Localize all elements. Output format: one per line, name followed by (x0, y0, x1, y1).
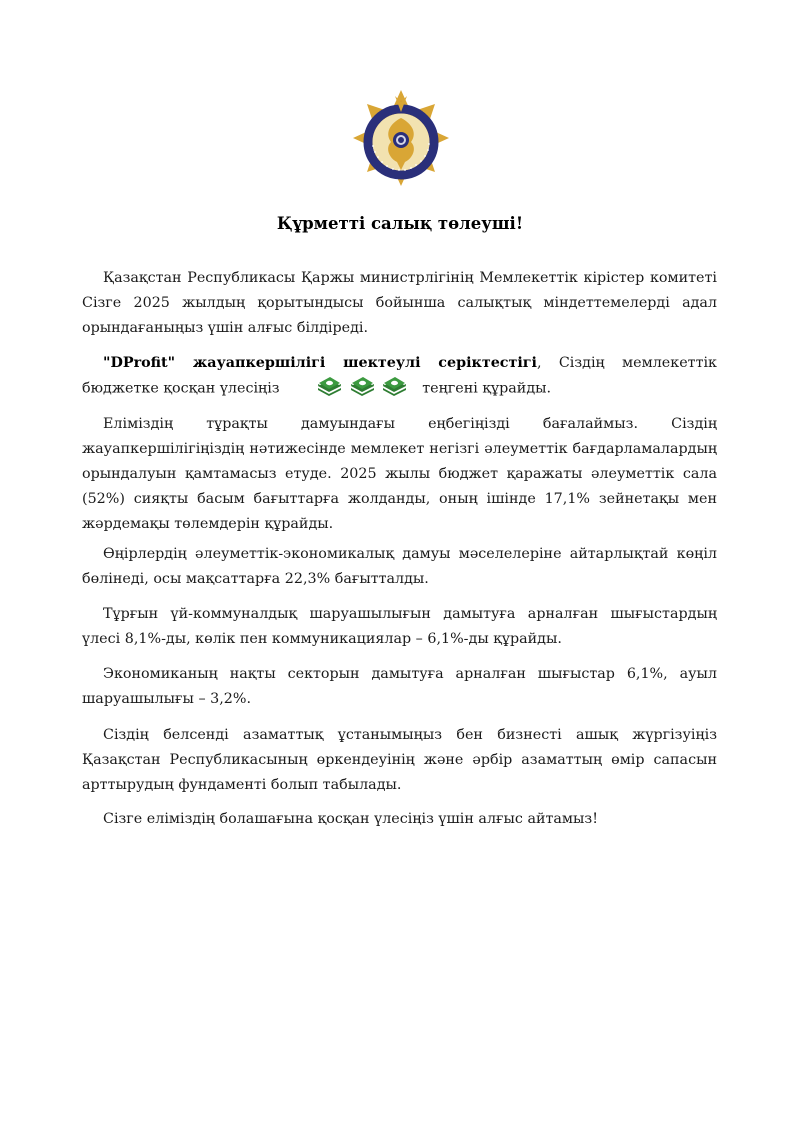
letter-body (82, 266, 717, 341)
money-stack-icon (381, 376, 407, 396)
paragraph-contribution (82, 351, 717, 402)
company-name: "DProfit" жауапкершілігі шектеулі серіктестігі (103, 355, 537, 371)
paragraph-housing-transport: Тұрғын үй-коммуналдық шаруашылығын дамытуға арналған шығыстардың үлесі 8,1%-ды, көлік пен коммуникациялар – 6,1%-ды құрайды. (82, 606, 717, 647)
contribution-text-end: теңгені құрайды. (422, 380, 552, 397)
paragraph-civic-position: Сіздің белсенді азаматтық ұстанымыңыз бен бизнесті ашық жүргізуіңіз Қазақстан Республикасының өркендеуінің және әрбір азаматтың өмір сапасын арттырудың фундаменті болып табылады. (82, 727, 717, 793)
paragraph-gratitude: Қазақстан Республикасы Қаржы министрлігінің Мемлекеттік кірістер комитеті Сізге 2025 жылдың қорытындысы бойынша салықтық міндеттемелерді адал орындағаныңыз үшін алғыс білдіреді. (82, 270, 717, 336)
paragraph-regional-development: Өңірлердің әлеуметтік-экономикалық дамуы мәселелеріне айтарлықтай көңіл бөлінеді, осы мақсаттарға 22,3% бағытталды. (82, 546, 717, 587)
letter-title: Құрметті салық төлеуші! (276, 214, 524, 233)
paragraph-budget-allocation: Еліміздің тұрақты дамуындағы еңбегіңізді бағалаймыз. Сіздің жауапкершілігіңіздің нәтижесінде мемлекет негізгі әлеуметтік бағдарламалардың орындалуын қамтамасыз етуде. 2025 жылы бюджет қаражаты әлеуметтік сала (52%) сияқты басым бағыттарға жолданды, оның ішінде 17,1% зейнетақы мен жәрдемақы төлемдерін құрайды. (82, 416, 717, 532)
money-stack-icon (316, 376, 342, 396)
contribution-text: , Сіздің мемлекеттік бюджетке қосқан үлесіңіз (82, 355, 717, 397)
state-revenue-committee-emblem-icon (345, 82, 457, 194)
paragraph-closing-thanks: Сізге еліміздің болашағына қосқан үлесіңіз үшін алғыс айтамыз! (103, 811, 598, 827)
contribution-amount-icons (294, 374, 408, 399)
money-stack-icon (349, 376, 375, 396)
paragraph-economy-agriculture: Экономиканың нақты секторын дамытуға арналған шығыстар 6,1%, ауыл шаруашылығы – 3,2%. (82, 666, 717, 707)
